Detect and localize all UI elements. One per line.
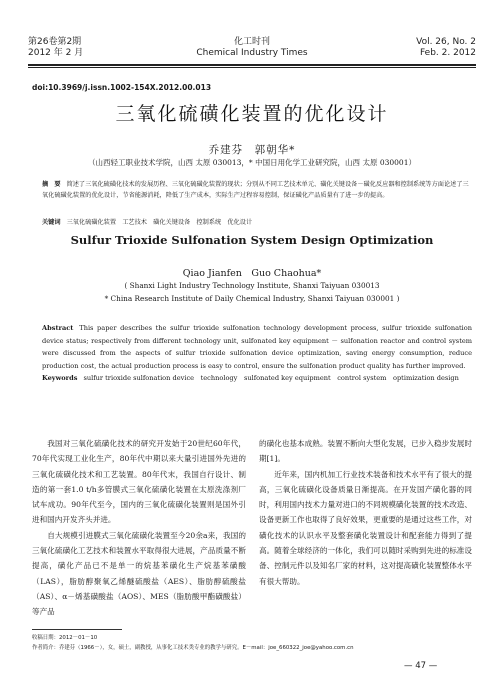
keywords-en-text: sulfur trioxide sulfonation device technology sulfonated key equipment control system optimization design [83,374,459,382]
journal-date-en: Feb. 2. 2012 [419,48,476,58]
authors-cn: 乔建芬 郭朝华* [208,144,296,156]
journal-name-en: Chemical Industry Times [196,48,308,58]
header-rule [28,64,476,66]
journal-volume: 第26卷第2期 [28,37,82,47]
body-paragraph: 我国对三氧化硫磺化技术的研究开发始于20世纪60年代，70年代实现工业化生产，80年代中期以来大量引进国外先进的三氧化硫磺化技术和工艺装置。80年代末，我国自行设计、制造的第一套1.0 t/h多管膜式三氧化硫磺化装置在太原洗涤剂厂试车成功。90年代至今，国内的三氧化硫磺化装置则是国外引进和国内开发齐头并进。 [32,439,246,525]
header-rule-thin [28,67,476,68]
abstract-en [42,322,472,372]
affiliation-cn: （山西轻工职业技术学院，山西 太原 030013，* 中国日用化学工业研究院，山西 太原 030001） [88,158,416,167]
abstract-cn-text: 简述了三氧化硫磺化技术的发展历程、三氧化硫磺化装置的现状；分别从不同工艺技术单元、磺化关键设备－磺化反应器和控制系统等方面论述了三氧化硫磺化装置的优化设计，节省能源消耗，降低了生产成本，实际生产过程容易控制，保证磺化产品质量有了进一步的提高。 [42,181,469,199]
journal-name [28,37,476,59]
journal-date: 2012 年 2 月 [28,48,84,58]
body-column-right [259,436,472,589]
abstract-cn [42,180,472,201]
keywords-cn [42,217,472,226]
doi: doi:10.3969/j.issn.1002-154X.2012.00.013 [32,83,212,92]
abstract-cn-label: 摘 要 [42,181,61,188]
affiliation-en-2: * China Research Institute of Daily Chemical Industry, Shanxi Taiyuan 030001 ) [104,294,400,303]
footnote-rule [32,629,122,630]
body-paragraph: 近年来，国内机加工行业技术装备和技术水平有了很大的提高，三氧化硫磺化设备质量日渐提高。在开发国产磺化器的同时，利用国内技术力量对进口的不同规模磺化装置的技术改造、设备更新工作也取得了良好效果，更重要的是通过这些工作，对磺化技术的认识水平及整套磺化装置设计和配套能力得到了提高。随着全球经济的一体化，我们可以随时采购到先进的标准设备、控制元件以及知名厂家的材料，这对提高磺化装置整体水平有很大帮助。 [259,469,472,586]
footnote-received: 收稿日期：2012－01－10 [32,635,98,641]
abstract-en-label: Abstract [42,324,74,332]
journal-volume-en: Vol. 26, No. 2 [416,37,476,47]
keywords-cn-text: 三氧化硫磺化装置 工艺技术 磺化关键设备 控制系统 优化设计 [66,219,253,226]
footnote-author: 作者简介：乔建芬（1966－），女，硕士，副教授，从事化工技术类专业的教学与研究。E－mail：joe_660322_joe@yahoo.com.cn [32,645,354,651]
body-paragraph: 的磺化也基本成熟。装置不断向大型化发展，已步入稳步发展时期[1]。 [259,439,472,464]
keywords-en [42,372,472,385]
journal-name-cn: 化工时刊 [233,37,270,47]
body-paragraph: 自大规模引进膜式三氧化硫磺化装置至今20余a来，我国的三氧化硫磺化工艺技术和装置水平取得很大进展，产品质量不断提高，磺化产品已不是单一的烷基苯磺化生产烷基苯磺酸（LAS），脂肪醇聚氧乙烯醚硫酸盐（AES）、脂肪醇硫酸盐（AS）、α－烯基磺酸盐（AOS）、MES（脂肪酸甲酯磺酸盐）等产品 [32,530,246,617]
abstract-en-text: This paper describes the sulfur trioxide sulfonation technology development process, sulfur trioxide sulfonation device status; respectively from different technology unit, sulfonated key equipment － sulfonation reactor and control system were discussed from the aspects of sulfur trioxide sulfonation device optimization, saving energy consumption, reduce production cost, the actual production process is easy to control, ensure the sulfonation product quality has further improved. [42,324,472,370]
paper-title-en: Sulfur Trioxide Sulfonation System Design Optimization [70,233,434,247]
authors-en: Qiao Jianfen Guo Chaohua* [182,268,322,279]
body-column-left [32,436,246,620]
journal-issue-en [416,37,476,59]
journal-header [28,37,476,61]
paper-title-cn: 三氧化硫磺化装置的优化设计 [115,103,389,125]
keywords-en-label: Keywords [42,374,78,382]
keywords-cn-label: 关键词 [42,219,61,226]
affiliation-en-1: ( Shanxi Light Industry Technology Institute, Shanxi Taiyuan 030013 [124,281,380,290]
page-number: — 47 — [404,661,438,671]
